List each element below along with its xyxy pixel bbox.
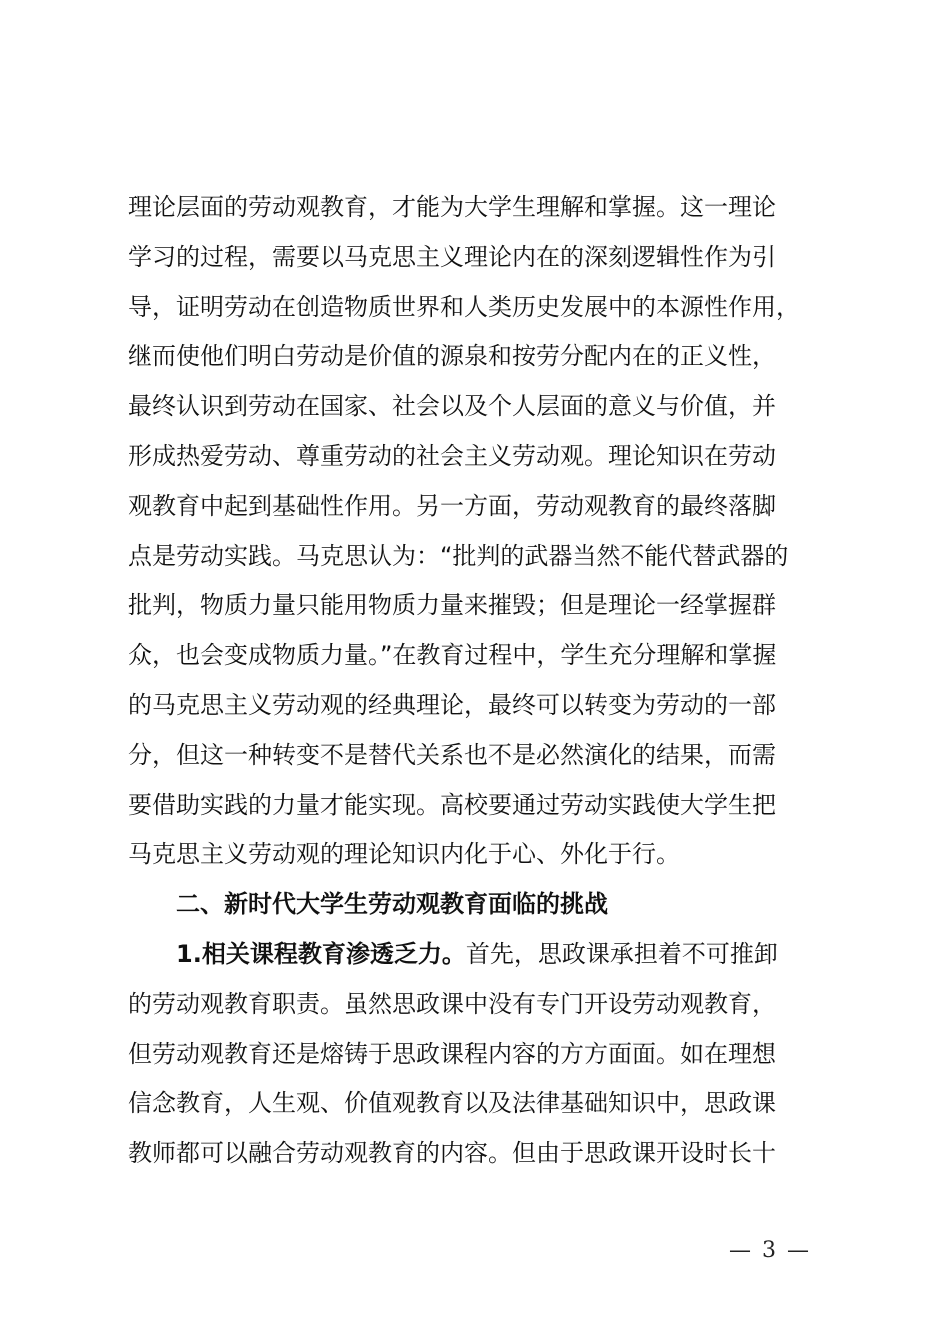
text-line: 要借助实践的力量才能实现。高校要通过劳动实践使大学生把 <box>128 790 776 819</box>
text-line: 继而使他们明白劳动是价值的源泉和按劳分配内在的正义性， <box>128 342 776 371</box>
text-line: 众，也会变成物质力量。”在教育过程中，学生充分理解和掌握 <box>128 641 777 670</box>
text-line: 观教育中起到基础性作用。另一方面，劳动观教育的最终落脚 <box>128 491 776 520</box>
text-line: 的劳动观教育职责。虽然思政课中没有专门开设劳动观教育， <box>128 989 776 1018</box>
page-number: — 3 — <box>729 1238 811 1263</box>
text-line: 学习的过程，需要以马克思主义理论内在的深刻逻辑性作为引 <box>128 242 776 271</box>
section-heading: 二、新时代大学生劳动观教育面临的挑战 <box>176 890 608 919</box>
text-line: 的马克思主义劳动观的经典理论，最终可以转变为劳动的一部 <box>128 690 776 719</box>
text-line: 教师都可以融合劳动观教育的内容。但由于思政课开设时长十 <box>128 1139 776 1168</box>
text-line: 导，证明劳动在创造物质世界和人类历史发展中的本源性作用， <box>128 292 800 321</box>
text-line: 分，但这一种转变不是替代关系也不是必然演化的结果，而需 <box>128 740 776 769</box>
text-line: 马克思主义劳动观的理论知识内化于心、外化于行。 <box>128 840 680 869</box>
text-line: 但劳动观教育还是熔铸于思政课程内容的方方面面。如在理想 <box>128 1039 776 1068</box>
body-text <box>128 183 868 1179</box>
subheading-title: 1.相关课程教育渗透乏力。 <box>176 939 466 968</box>
text-line: 批判，物质力量只能用物质力量来摧毁；但是理论一经掌握群 <box>128 591 776 620</box>
subheading-text: 首先，思政课承担着不可推卸 <box>465 939 778 968</box>
subheading-line <box>128 930 868 980</box>
text-line: 信念教育，人生观、价值观教育以及法律基础知识中，思政课 <box>128 1089 776 1118</box>
text-line: 最终认识到劳动在国家、社会以及个人层面的意义与价值，并 <box>128 392 776 421</box>
text-line: 理论层面的劳动观教育，才能为大学生理解和掌握。这一理论 <box>128 193 776 221</box>
text-line: 形成热爱劳动、尊重劳动的社会主义劳动观。理论知识在劳动 <box>128 441 776 470</box>
text-line: 点是劳动实践。马克思认为：“批判的武器当然不能代替武器的 <box>128 541 789 570</box>
